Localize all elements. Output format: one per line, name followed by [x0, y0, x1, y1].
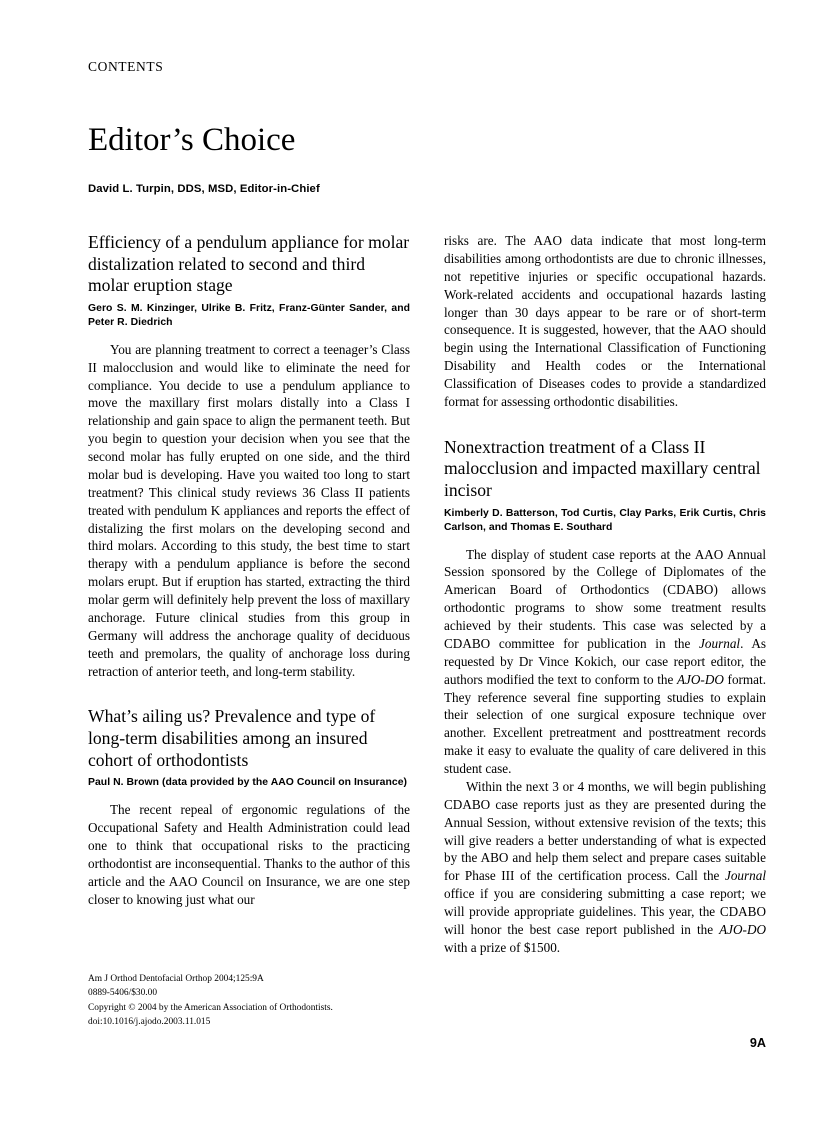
contents-label: CONTENTS: [88, 59, 164, 74]
article-title-nonextraction: Nonextraction treatment of a Class II malocclusion and impacted maxillary central incisor: [444, 436, 761, 500]
imprint-block: [88, 972, 418, 1029]
editor-byline: David L. Turpin, DDS, MSD, Editor-in-Chief: [88, 183, 320, 195]
para1-segment-b: . As requested by Dr Vince Kokich, our case report editor, the authors modified the text to conform to the: [444, 635, 766, 687]
para2-segment-b: office if you are considering submitting a case report; we will provide appropriate guidelines. This year, the CDABO will honor the best case report published in the: [444, 886, 766, 937]
left-column: [88, 232, 410, 908]
para1-segment-c: format. They reference several fine supporting studies to explain their selection of one surgical exposure technique over another. Excellent pretreatment and posttreatment records make it easy to evaluate the quality of care delivered in this student case.: [444, 671, 766, 776]
para2-segment-c: with a prize of $1500.: [444, 939, 561, 955]
article-authors-disabilities: Paul N. Brown (data provided by the AAO Council on Insurance): [88, 777, 408, 789]
right-column: [444, 232, 766, 957]
page-folio: 9A: [749, 1036, 766, 1050]
ajodo-italic-2: AJO-DO: [719, 921, 766, 937]
article-summary-pendulum: You are planning treatment to correct a teenager’s Class II malocclusion and would like to eliminate the need for compliance. You decide to use a pendulum appliance to move the maxillary first molars distally into a Class I relationship and gain space to align the permanent teeth. But you begin to question your decision when you see that the second molar has fully erupted on one side, and the third molar bud is developing. Have you waited too long to start treatment? This clinical study reviews 36 Class II patients treated with pendulum K appliances and reports the effect of distalizing the first molars on the developing second and third molars. According to this study, the best time to start therapy with a pendulum appliance is before the second molars erupt. But if eruption has started, extracting the third molar germ will definitely help prevent the loss of maxillary anchorage. Future clinical studies from this group in Germany will address the anchorage quality of deciduous teeth and premolars, the quality of anchorage loss during retraction of anterior teeth, and long-term stability.: [88, 341, 410, 679]
article-title-pendulum: Efficiency of a pendulum appliance for molar distalization related to second and third molar eruption stage: [88, 232, 410, 296]
journal-italic-2: Journal: [724, 868, 766, 884]
article-summary-nonextraction-para2: [444, 778, 766, 957]
article-title-disabilities: What’s ailing us? Prevalence and type of long-term disabilities among an insured cohort of orthodontists: [88, 706, 376, 770]
article-summary-disabilities: The recent repeal of ergonomic regulations of the Occupational Safety and Health Administration could lead one to think that occupational risks to the practicing orthodontist are inconsequential. Thanks to the author of this article and the AAO Council on Insurance, we are one step closer to knowing just what our: [88, 802, 410, 907]
article-authors-pendulum: Gero S. M. Kinzinger, Ulrike B. Fritz, Franz-Günter Sander, and Peter R. Diedrich: [88, 302, 410, 328]
page-title: Editor’s Choice: [88, 122, 296, 158]
imprint-copyright: Copyright © 2004 by the American Association of Orthodontists.: [88, 1002, 333, 1013]
ajodo-italic-1: AJO-DO: [677, 671, 724, 687]
journal-italic-1: Journal: [699, 635, 741, 651]
article-summary-disabilities-continued: risks are. The AAO data indicate that most long-term disabilities among orthodontists are due to chronic illnesses, not repetitive injuries or specific occupational hazards. Work-related accidents and occupational hazards lasting longer than 30 days appear to be rare or of short-term consequence. It is suggested, however, that the AAO should begin using the International Classification of Functioning Disability and Health codes or the International Classification of Diseases codes to provide a standardized format for assessing orthodontic disabilities.: [444, 233, 766, 409]
article-authors-nonextraction: Kimberly D. Batterson, Tod Curtis, Clay Parks, Erik Curtis, Chris Carlson, and Thomas E. Southard: [444, 507, 766, 533]
article-summary-nonextraction-para1: [444, 546, 766, 778]
imprint-issn: 0889-5406/$30.00: [88, 988, 158, 999]
para2-segment-a: Within the next 3 or 4 months, we will begin publishing CDABO case reports just as they are presented during the Annual Session, without extensive revision of the texts; this will give readers a better understanding of what is expected by the ABO and help them select and prepare cases suitable for Phase III of the certification process. Call the: [444, 778, 766, 884]
imprint-citation: Am J Orthod Dentofacial Orthop 2004;125:9A: [88, 974, 264, 984]
para1-segment-a: The display of student case reports at the AAO Annual Session sponsored by the College of Diplomates of the American Board of Orthodontics (CDABO) allows orthodontic programs to show some treatment results achieved by their students. This case was selected by a CDABO committee for publication in the: [444, 546, 766, 651]
body-columns: [88, 232, 766, 1032]
imprint-doi: doi:10.1016/j.ajodo.2003.11.015: [88, 1016, 211, 1027]
